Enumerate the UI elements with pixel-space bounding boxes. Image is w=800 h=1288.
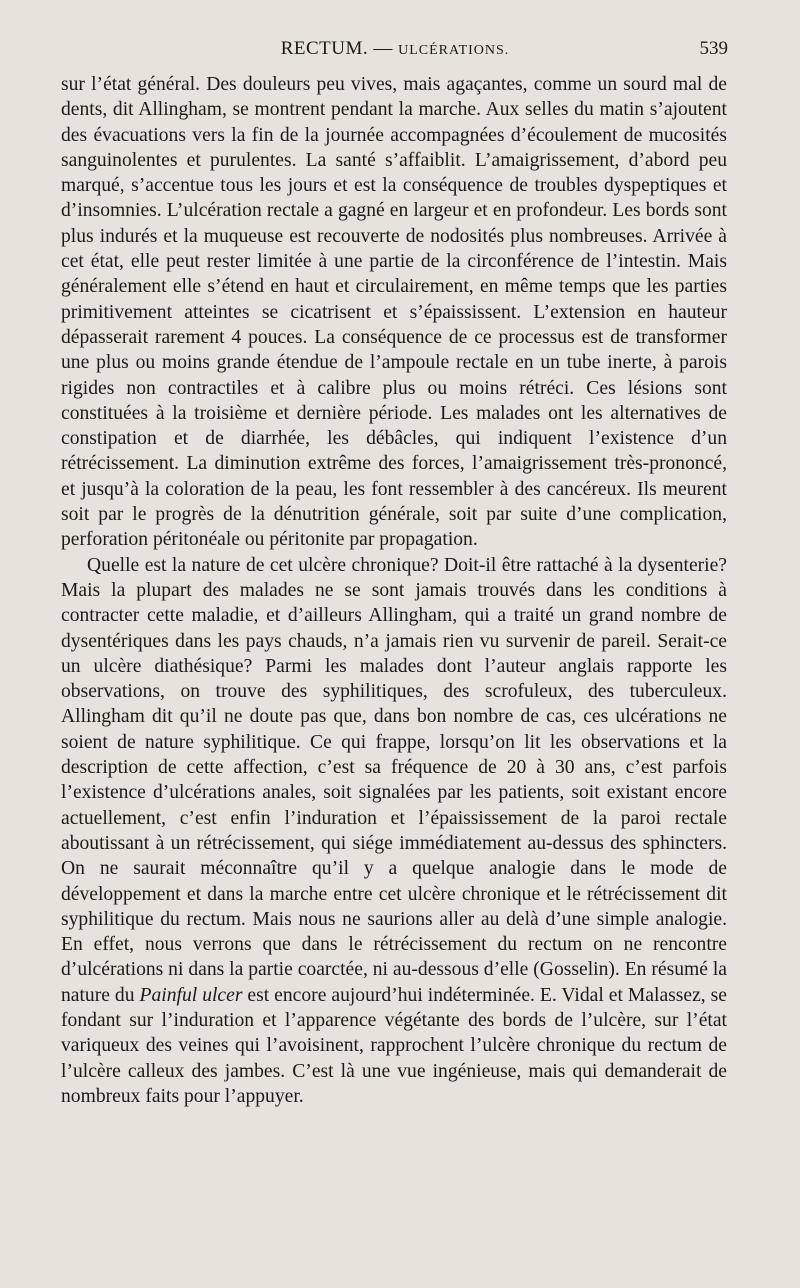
- paragraph-text: sur l’état général. Des douleurs peu vives, mais agaçantes, comme un sourd mal de dents, dit Allingham, se montrent pendant la marche. Aux selles du matin s’ajoutent des évacuations vers la fin de la journée accompagnées d’écoulement de mucosités sanguinolentes et purulentes. La santé s’affaiblit. L’amaigrissement, d’abord peu marqué, s’accentue tous les jours et est la conséquence de troubles dyspeptiques et d’insomnies. L’ulcération rectale a gagné en largeur et en profondeur. Les bords sont plus indurés et la muqueuse est recouverte de nodosités plus nombreuses. Arrivée à cet état, elle peut rester limitée à une partie de la circonférence de l’intestin. Mais généralement elle s’étend en haut et circulairement, en même temps que les parties primitivement atteintes se cicatrisent et s’épaississent. L’extension en hauteur dépasserait rarement 4 pouces. La conséquence de ce processus est de transformer une plus ou moins grande étendue de l’ampoule rectale en un tube inerte, à parois rigides non contractiles et à calibre plus ou moins rétréci. Ces lésions sont constituées à la troisième et dernière période. Les malades ont les alternatives de constipation et de diarrhée, les débâcles, qui indiquent l’existence d’un rétrécissement. La diminution extrême des forces, l’amaigrissement très-prononcé, et jusqu’à la coloration de la peau, les font ressembler à des cancéreux. Ils meurent soit par le progrès de la dénutrition générale, soit par suite d’une complication, perforation péritonéale ou péritonite par propagation.: [61, 74, 727, 551]
- running-header: [62, 36, 728, 62]
- body-text: [61, 72, 727, 1109]
- page-number: 539: [699, 38, 728, 59]
- paragraph-text: est encore aujourd’hui indéterminée. E. Vidal et Malassez, se fondant sur l’induration et l’apparence végétante des bords de l’ulcère, sur l’état variqueux des veines qui l’avoisinent, rapprochent l’ulcère chronique du rectum de l’ulcère calleux des jambes. C’est là une vue ingénieuse, mais qui demanderait de nombreux faits pour l’appuyer.: [61, 984, 727, 1107]
- italic-term: Painful ulcer: [139, 984, 243, 1006]
- running-title-dash: —: [368, 38, 399, 59]
- paragraph-text: Quelle est la nature de cet ulcère chronique? Doit-il être rattaché à la dysenterie? Mais la plupart des malades ne se sont jamais trouvés dans les conditions à contracter cette maladie, et d’ailleurs Allingham, qui a traité un grand nombre de dysentériques dans les pays chauds, n’a jamais rien vu survenir de pareil. Serait-ce un ulcère diathésique? Parmi les malades dont l’auteur anglais rapporte les observations, on trouve des syphilitiques, des scrofuleux, des tuberculeux. Allingham dit qu’il ne doute pas que, dans bon nombre de cas, ces ulcérations ne soient de nature syphilitique. Ce qui frappe, lorsqu’on lit les observations et la description de cette affection, c’est sa fréquence de 20 à 30 ans, c’est parfois l’existence d’ulcérations anales, soit signalées par les patients, soit existant encore actuellement, c’est enfin l’induration et l’épaississement de la paroi rectale aboutissant à un rétrécissement, qui siége immédiatement au-dessus des sphincters. On ne saurait méconnaître qu’il y a quelque analogie dans le mode de développement et dans la marche entre cet ulcère chronique et le rétrécissement dit syphilitique du rectum. Mais nous ne saurions aller au delà d’une simple analogie. En effet, nous verrons que dans le rétrécissement du rectum on ne rencontre d’ulcérations ni dans la partie coarctée, ni au-dessous d’elle (Gosselin). En résumé la nature du: [61, 554, 727, 1006]
- paragraph-nature-ulcer: [61, 553, 727, 1110]
- running-title-section: ULCÉRATIONS.: [398, 43, 510, 58]
- running-title-main: RECTUM.: [280, 38, 369, 59]
- paragraph-continued: [61, 72, 727, 553]
- running-title: [62, 36, 728, 64]
